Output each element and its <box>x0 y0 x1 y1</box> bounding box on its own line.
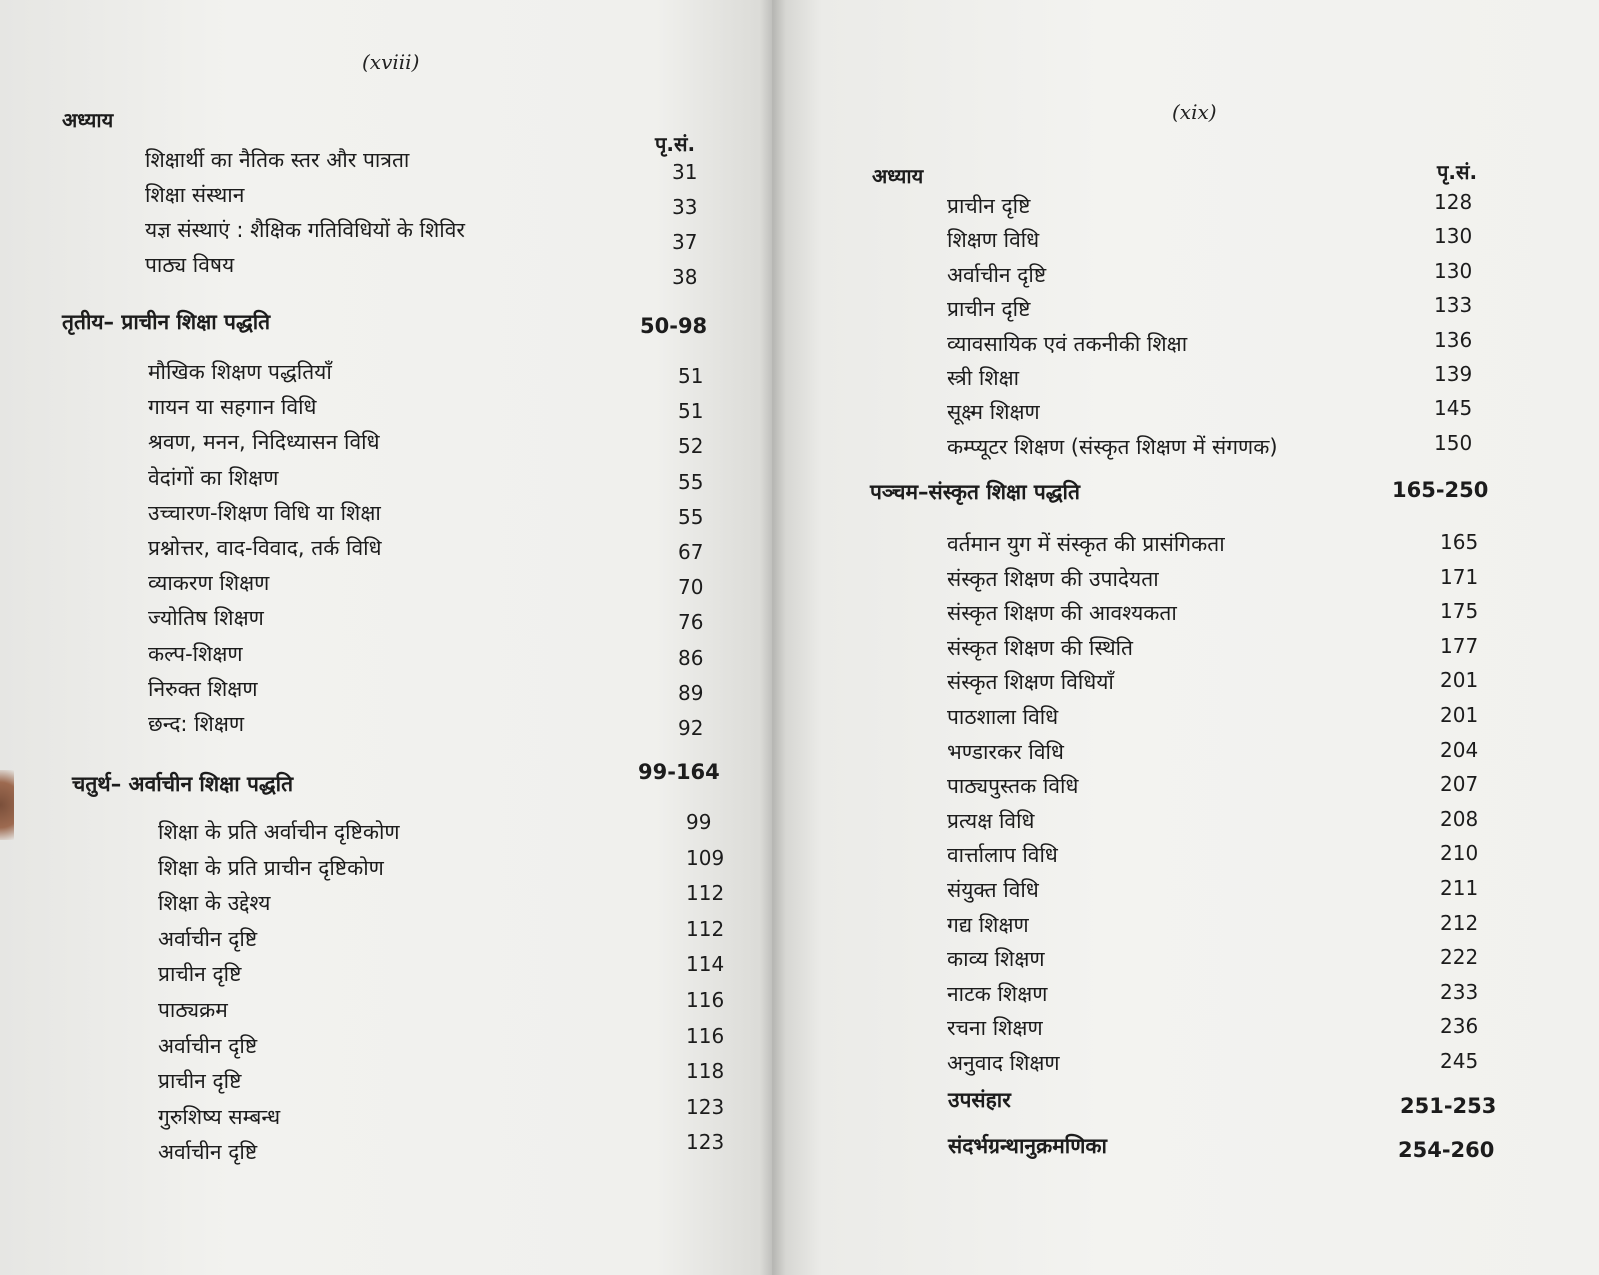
toc-row <box>947 430 1473 461</box>
toc-row <box>947 979 1479 1008</box>
toc-entry-page: 33 <box>672 195 698 219</box>
toc-entry-title: गायन या सहगान विधि <box>148 395 317 420</box>
toc-entry-title: प्राचीन दृष्टि <box>947 297 1031 322</box>
toc-entry-title: स्त्री शिक्षा <box>947 366 1020 390</box>
chapter-4-range-text: 99-164 <box>638 760 720 784</box>
toc-entry-page: 222 <box>1440 945 1479 970</box>
toc-entry-page: 114 <box>686 952 725 977</box>
toc-entry-page: 201 <box>1440 668 1479 693</box>
toc-entry-page: 123 <box>686 1130 725 1155</box>
thumb-shadow <box>0 770 14 840</box>
toc-entry-page: 86 <box>678 645 704 670</box>
toc-entry-title: शिक्षार्थी का नैतिक स्तर और पात्रता <box>145 148 410 172</box>
toc-entry-title: काव्य शिक्षण <box>947 947 1045 972</box>
chapter-5-range <box>1392 478 1488 502</box>
toc-entry-page: 51 <box>678 364 704 388</box>
toc-entry-title: अर्वाचीन दृष्टि <box>158 1140 258 1165</box>
toc-entry-page: 130 <box>1434 224 1473 249</box>
toc-entry-title: पाठ्य विषय <box>145 253 235 277</box>
toc-entry-page: 112 <box>686 916 725 941</box>
conclusion-heading <box>948 1086 1011 1114</box>
toc-row <box>145 146 698 184</box>
toc-row <box>158 845 725 882</box>
chapter-4-title: चतुर्थ– अर्वाचीन शिक्षा पद्धति <box>72 772 294 796</box>
toc-row <box>947 633 1479 662</box>
toc-row <box>947 396 1473 426</box>
toc-entry-page: 201 <box>1440 703 1479 727</box>
toc-entry-title: पाठ्यक्रम <box>158 998 228 1022</box>
toc-entry-title: संस्कृत शिक्षण की स्थिति <box>947 635 1134 660</box>
toc-entry-title: निरुक्त शिक्षण <box>148 676 258 701</box>
toc-entry-page: 177 <box>1440 633 1479 658</box>
toc-entry-page: 76 <box>678 610 704 635</box>
toc-entry-title: भण्डारकर विधि <box>947 739 1064 764</box>
toc-entry-page: 92 <box>678 716 704 740</box>
toc-entry-page: 70 <box>678 575 704 600</box>
toc-row <box>947 362 1473 392</box>
toc-row <box>145 251 698 289</box>
toc-entry-page: 31 <box>672 160 698 184</box>
toc-entry-page: 128 <box>1434 190 1473 214</box>
toc-entry-page: 165 <box>1440 530 1479 554</box>
toc-entry-page: 136 <box>1434 327 1473 352</box>
toc-row <box>148 499 704 529</box>
left-header-page: पृ.सं. <box>655 132 696 156</box>
toc-entry-title: अर्वाचीन दृष्टि <box>158 926 258 951</box>
chapter-4-range <box>638 760 720 784</box>
chapter-3-range <box>640 314 707 338</box>
chapter-5-heading <box>870 478 1080 506</box>
book-gutter <box>760 0 786 1275</box>
toc-row <box>947 1014 1479 1042</box>
toc-row <box>947 224 1473 254</box>
toc-entry-page: 99 <box>686 810 712 834</box>
toc-entry-page: 37 <box>672 230 698 254</box>
chapter-4-heading <box>72 770 293 798</box>
toc-entry-page: 211 <box>1440 876 1479 900</box>
toc-entry-title: वेदांगों का शिक्षण <box>148 465 279 490</box>
toc-entry-title: छन्द: शिक्षण <box>148 712 245 736</box>
toc-row <box>947 876 1479 904</box>
toc-row <box>158 916 725 953</box>
toc-row <box>947 668 1479 696</box>
bibliography-title: संदर्भग्रन्थानुक्रमणिका <box>948 1134 1107 1158</box>
toc-row <box>947 806 1479 835</box>
toc-row <box>145 181 698 219</box>
toc-row <box>947 599 1479 627</box>
toc-row <box>158 988 725 1024</box>
toc-row <box>148 393 704 424</box>
toc-entry-title: कल्प-शिक्षण <box>148 641 243 666</box>
toc-entry-title: कम्प्यूटर शिक्षण (संस्कृत शिक्षण में संगणक) <box>947 434 1278 459</box>
conclusion-range <box>1400 1094 1496 1118</box>
toc-row <box>148 534 704 564</box>
toc-entry-title: वर्तमान युग में संस्कृत की प्रासंगिकता <box>947 532 1225 556</box>
toc-row <box>947 772 1479 800</box>
toc-entry-page: 51 <box>678 399 704 424</box>
toc-entry-page: 210 <box>1440 841 1479 866</box>
toc-entry-page: 175 <box>1440 599 1479 624</box>
toc-entry-title: संस्कृत शिक्षण की आवश्यकता <box>947 601 1177 626</box>
toc-entry-title: उच्चारण-शिक्षण विधि या शिक्षा <box>148 500 381 525</box>
toc-entry-page: 207 <box>1440 772 1479 797</box>
toc-entry-title: अर्वाचीन दृष्टि <box>158 1033 258 1058</box>
toc-entry-title: शिक्षा के प्रति प्राचीन दृष्टिकोण <box>158 855 384 880</box>
toc-entry-page: 208 <box>1440 806 1479 831</box>
toc-row <box>947 258 1473 289</box>
toc-row <box>947 910 1479 939</box>
toc-entry-title: व्याकरण शिक्षण <box>148 571 270 596</box>
bibliography-range-text: 254-260 <box>1398 1138 1495 1162</box>
toc-entry-title: वार्त्तालाप विधि <box>947 843 1058 868</box>
toc-row <box>947 737 1479 766</box>
toc-entry-title: संस्कृत शिक्षण की उपादेयता <box>947 566 1159 591</box>
toc-row <box>148 358 704 388</box>
toc-entry-title: शिक्षा के उद्देश्य <box>158 891 271 916</box>
chapter-5-title: पञ्चम–संस्कृत शिक्षा पद्धति <box>870 480 1080 504</box>
toc-entry-page: 55 <box>678 504 704 529</box>
toc-entry-page: 118 <box>686 1059 725 1084</box>
toc-entry-page: 123 <box>686 1094 725 1119</box>
toc-entry-page: 245 <box>1440 1049 1479 1073</box>
right-page <box>772 0 1599 1275</box>
toc-entry-page: 130 <box>1434 258 1473 283</box>
toc-entry-title: प्रत्यक्ष विधि <box>947 808 1035 833</box>
toc-row <box>148 464 704 494</box>
toc-entry-page: 89 <box>678 680 704 705</box>
toc-row <box>158 1059 725 1095</box>
toc-row <box>947 841 1479 869</box>
toc-entry-page: 150 <box>1434 430 1473 455</box>
toc-row <box>158 1023 725 1060</box>
toc-entry-page: 236 <box>1440 1014 1479 1039</box>
toc-entry-page: 109 <box>686 845 725 870</box>
toc-entry-page: 52 <box>678 434 704 459</box>
toc-entry-page: 233 <box>1440 979 1479 1004</box>
chapter-3-heading <box>62 308 270 336</box>
toc-entry-title: सूक्ष्म शिक्षण <box>947 400 1040 425</box>
toc-entry-page: 38 <box>672 265 698 289</box>
toc-row <box>158 952 725 988</box>
toc-entry-title: पाठ्यपुस्तक विधि <box>947 774 1079 799</box>
toc-entry-title: संस्कृत शिक्षण विधियाँ <box>947 670 1114 695</box>
toc-entry-title: गुरुशिष्य सम्बन्ध <box>158 1104 281 1129</box>
toc-row <box>947 530 1479 558</box>
toc-row <box>947 327 1473 358</box>
toc-row <box>947 1049 1479 1077</box>
toc-row <box>148 710 704 740</box>
toc-entry-title: गद्य शिक्षण <box>947 912 1029 937</box>
right-folio: (xix) <box>1172 100 1217 124</box>
toc-row <box>947 293 1473 323</box>
toc-entry-title: शिक्षण विधि <box>947 228 1040 253</box>
toc-entry-title: शिक्षा संस्थान <box>145 183 245 207</box>
chapter-3-title: तृतीय– प्राचीन शिक्षा पद्धति <box>62 310 271 334</box>
left-page <box>0 0 772 1275</box>
toc-entry-page: 67 <box>678 540 704 564</box>
toc-entry-page: 112 <box>686 881 725 906</box>
toc-row <box>145 216 698 254</box>
toc-entry-title: संयुक्त विधि <box>947 878 1039 902</box>
toc-row <box>947 190 1473 220</box>
toc-row <box>148 428 704 459</box>
toc-entry-page: 116 <box>686 988 725 1012</box>
toc-entry-title: अनुवाद शिक्षण <box>947 1051 1060 1075</box>
toc-row <box>947 945 1479 973</box>
toc-row <box>148 604 704 635</box>
toc-row <box>158 881 725 917</box>
toc-entry-page: 116 <box>686 1023 725 1048</box>
toc-entry-title: शिक्षा के प्रति अर्वाचीन दृष्टिकोण <box>158 820 400 844</box>
conclusion-range-text: 251-253 <box>1400 1094 1497 1118</box>
right-header-page: पृ.सं. <box>1437 160 1478 184</box>
toc-entry-title: प्राचीन दृष्टि <box>158 962 242 987</box>
toc-entry-title: नाटक शिक्षण <box>947 981 1048 1006</box>
toc-entry-title: अर्वाचीन दृष्टि <box>947 262 1047 287</box>
bibliography-range <box>1398 1138 1494 1162</box>
toc-entry-title: मौखिक शिक्षण पद्धतियाँ <box>148 360 332 384</box>
toc-entry-title: ज्योतिष शिक्षण <box>148 606 264 631</box>
toc-entry-title: यज्ञ संस्थाएं : शैक्षिक गतिविधियों के शिविर <box>145 218 465 242</box>
toc-row <box>158 1130 725 1166</box>
toc-entry-title: पाठशाला विधि <box>947 705 1059 729</box>
toc-entry-title: श्रवण, मनन, निदिध्यासन विधि <box>148 430 380 455</box>
toc-entry-page: 55 <box>678 469 704 494</box>
left-header-chapter: अध्याय <box>62 108 114 132</box>
right-header-chapter: अध्याय <box>872 164 924 188</box>
toc-row <box>158 810 712 846</box>
toc-row <box>158 1094 725 1131</box>
toc-entry-title: रचना शिक्षण <box>947 1016 1043 1041</box>
toc-entry-page: 145 <box>1434 396 1473 421</box>
toc-entry-title: प्राचीन दृष्टि <box>947 194 1031 218</box>
left-folio: (xviii) <box>362 50 420 74</box>
toc-row <box>947 703 1479 731</box>
toc-entry-title: प्राचीन दृष्टि <box>158 1069 242 1094</box>
toc-entry-page: 212 <box>1440 910 1479 935</box>
toc-entry-page: 204 <box>1440 737 1479 762</box>
toc-row <box>148 569 704 600</box>
toc-entry-title: व्यावसायिक एवं तकनीकी शिक्षा <box>947 331 1188 356</box>
toc-row <box>148 675 704 705</box>
chapter-3-range-text: 50-98 <box>640 314 708 338</box>
toc-row <box>148 640 704 670</box>
toc-entry-page: 171 <box>1440 564 1479 589</box>
toc-row <box>947 564 1479 593</box>
bibliography-heading <box>948 1132 1107 1160</box>
chapter-5-range-text: 165-250 <box>1392 478 1489 502</box>
conclusion-title: उपसंहार <box>948 1088 1011 1112</box>
toc-entry-page: 133 <box>1434 293 1473 318</box>
toc-entry-title: प्रश्नोत्तर, वाद-विवाद, तर्क विधि <box>148 536 382 560</box>
toc-entry-page: 139 <box>1434 362 1473 386</box>
